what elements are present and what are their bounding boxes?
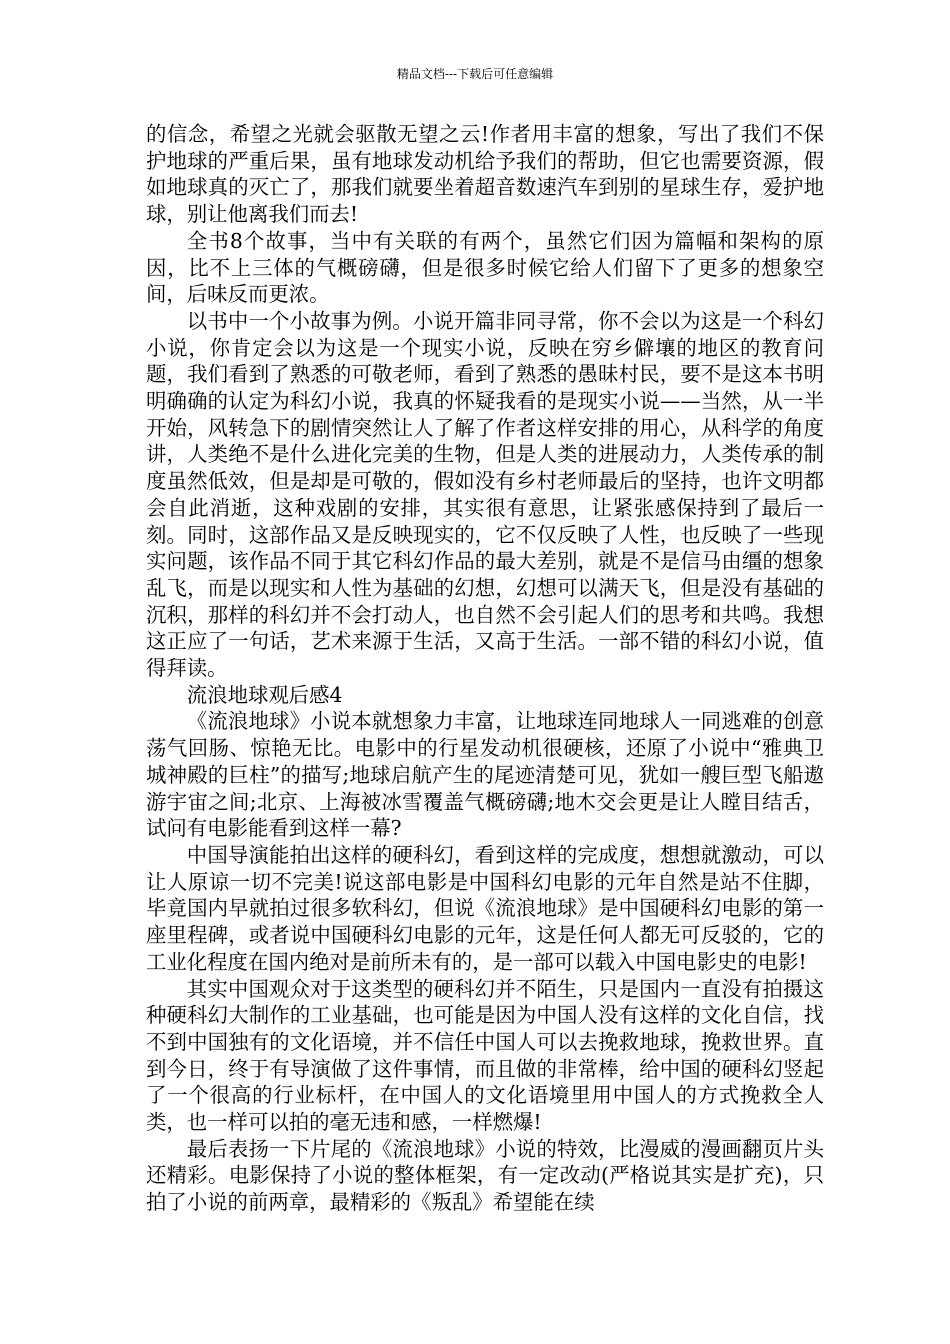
paragraph: 的信念，希望之光就会驱散无望之云!作者用丰富的想象，写出了我们不保护地球的严重后果，虽有地球发动机给予我们的帮助，但它也需要资源，假如地球真的灭亡了，那我们就要坐着超音数速汽车到别的星球生存，爱护地球，别让他离我们而去! <box>146 122 824 227</box>
paragraph: 《流浪地球》小说本就想象力丰富，让地球连同地球人一同逃难的创意荡气回肠、惊艳无比。电影中的行星发动机很硬核，还原了小说中“雅典卫城神殿的巨柱”的描写;地球启航产生的尾迹清楚可见，犹如一艘巨型飞船遨游宇宙之间;北京、上海被冰雪覆盖气概磅礴;地木交会更是让人瞠目结舌，试问有电影能看到这样一幕? <box>146 709 824 841</box>
paragraph: 全书8个故事，当中有关联的有两个，虽然它们因为篇幅和架构的原因，比不上三体的气概磅礴，但是很多时候它给人们留下了更多的想象空间，后味反而更浓。 <box>146 228 824 307</box>
document-body <box>146 121 824 1216</box>
section-heading: 流浪地球观后感4 <box>186 682 343 707</box>
paragraph: 以书中一个小故事为例。小说开篇非同寻常，你不会以为这是一个科幻小说，你肯定会以为这是一个现实小说，反映在穷乡僻壤的地区的教育问题，我们看到了熟悉的可敬老师，看到了熟悉的愚昧村民，要不是这本书明明确确的认定为科幻小说，我真的怀疑我看的是现实小说——当然，从一半开始，风转急下的剧情突然让人了解了作者这样安排的用心，从科学的角度讲，人类绝不是什么进化完美的生物，但是人类的进展动力，人类传承的制度虽然低效，但是却是可敬的，假如没有乡村老师最后的坚持，也许文明都会自此消逝，这种戏剧的安排，其实很有意思，让紧张感保持到了最后一刻。同时，这部作品又是反映现实的，它不仅反映了人性，也反映了一些现实问题，该作品不同于其它科幻作品的最大差别，就是不是信马由缰的想象乱飞，而是以现实和人性为基础的幻想，幻想可以满天飞，但是没有基础的沉积，那样的科幻并不会打动人，也自然不会引起人们的思考和共鸣。我想这正应了一句话，艺术来源于生活，又高于生活。一部不错的科幻小说，值得拜读。 <box>146 308 824 681</box>
paragraph: 中国导演能拍出这样的硬科幻，看到这样的完成度，想想就激动，可以让人原谅一切不完美!说这部电影是中国科幻电影的元年自然是站不住脚，毕竟国内早就拍过很多软科幻，但说《流浪地球》是中国硬科幻电影的第一座里程碑，或者说中国硬科幻电影的元年，这是任何人都无可反驳的，它的工业化程度在国内绝对是前所未有的，是一部可以载入中国电影史的电影! <box>146 842 824 974</box>
paragraph: 最后表扬一下片尾的《流浪地球》小说的特效，比漫威的漫画翻页片头还精彩。电影保持了小说的整体框架，有一定改动(严格说其实是扩充)，只拍了小说的前两章，最精彩的《叛乱》希望能在续 <box>146 1136 824 1215</box>
paragraph: 其实中国观众对于这类型的硬科幻并不陌生，只是国内一直没有拍摄这种硬科幻大制作的工业基础，也可能是因为中国人没有这样的文化自信，找不到中国独有的文化语境，并不信任中国人可以去挽救地球，挽救世界。直到今日，终于有导演做了这件事情，而且做的非常棒，给中国的硬科幻竖起了一个很高的行业标杆，在中国人的文化语境里用中国人的方式挽救全人类，也一样可以拍的毫无违和感，一样燃爆! <box>146 976 824 1135</box>
page-header: 精品文档---下载后可任意编辑 <box>396 67 554 81</box>
